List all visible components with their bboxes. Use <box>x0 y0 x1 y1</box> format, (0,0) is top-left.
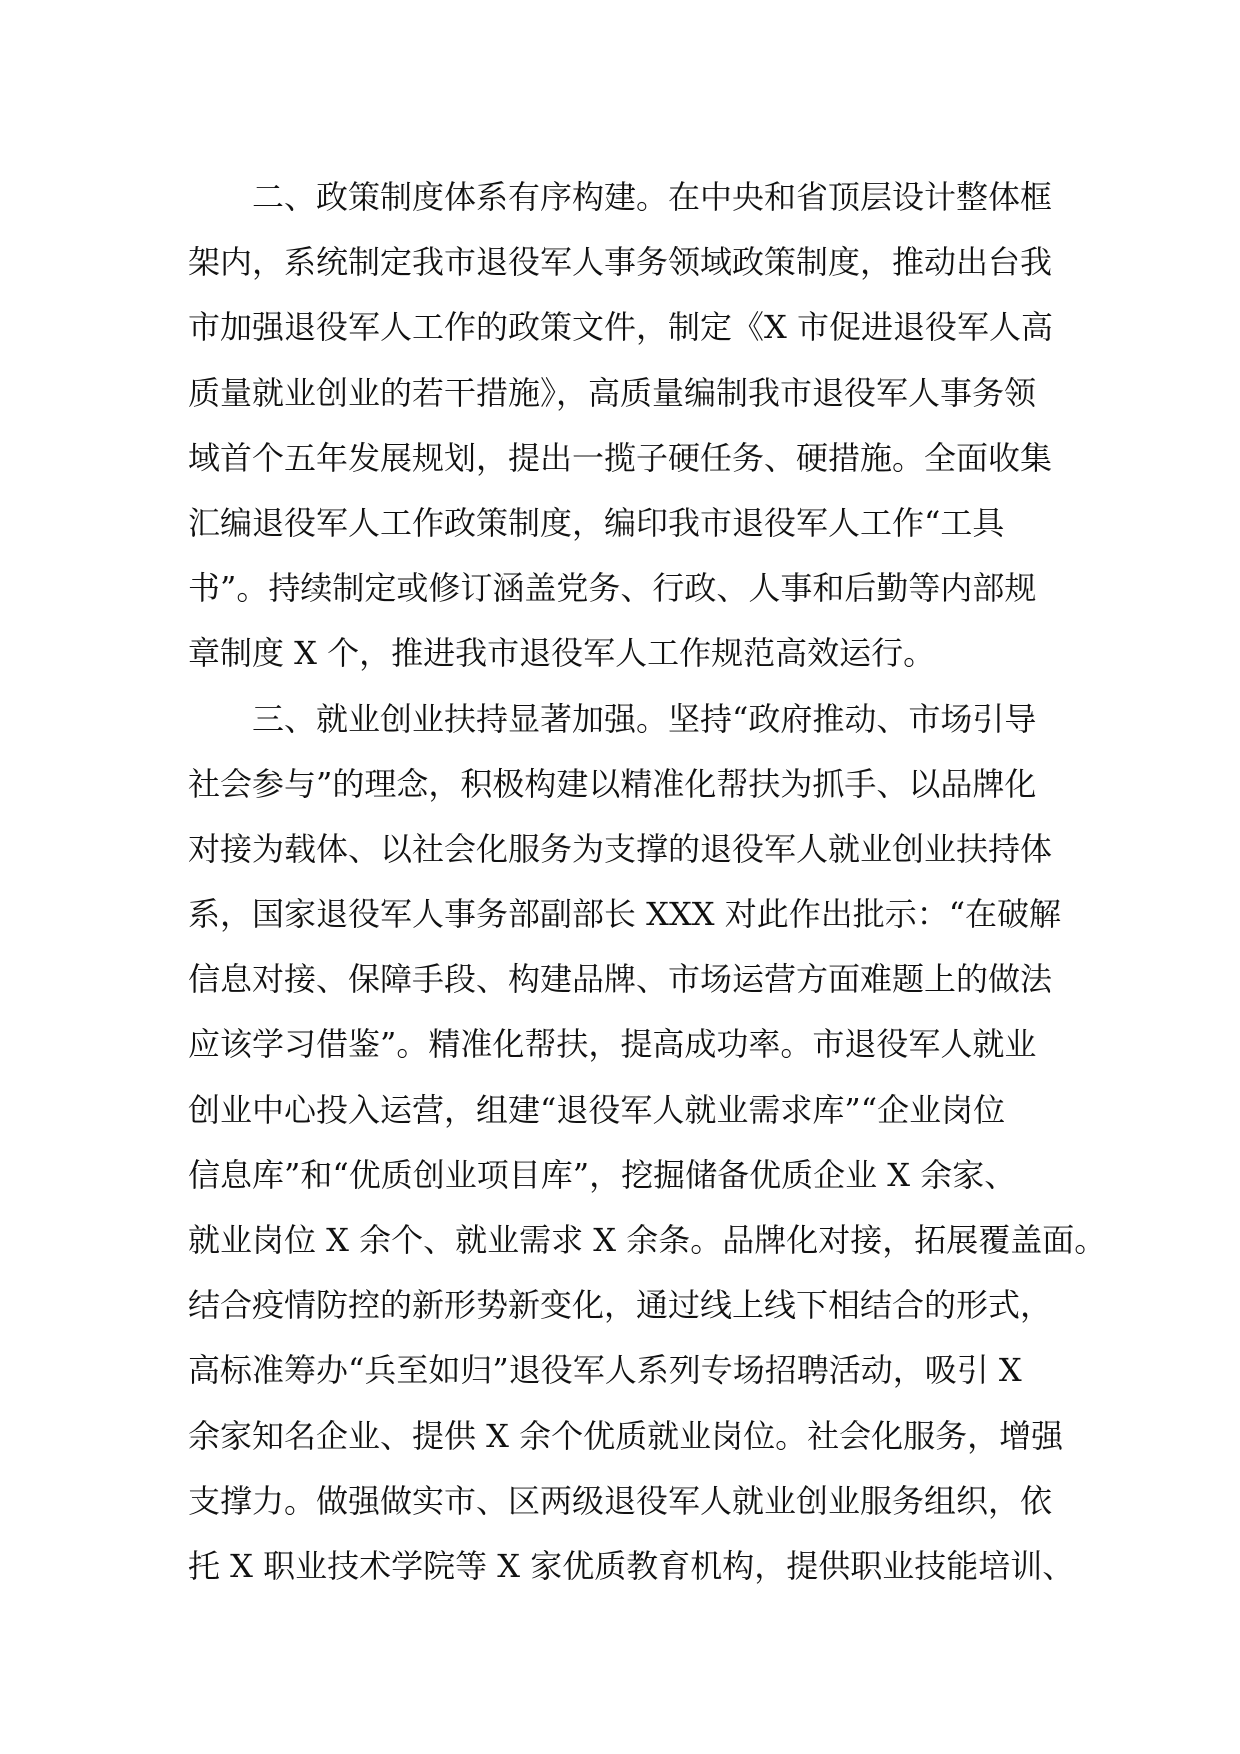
text-line: 高标准筹办“兵至如归”退役军人系列专场招聘活动，吸引 X <box>188 1351 1022 1390</box>
text-line: 创业中心投入运营，组建“退役军人就业需求库”“企业岗位 <box>188 1090 1006 1129</box>
text-line: 市加强退役军人工作的政策文件，制定《X 市促进退役军人高 <box>188 308 1053 347</box>
text-line: 托 X 职业技术学院等 X 家优质教育机构，提供职业技能培训、 <box>188 1546 1075 1585</box>
text-line: 系，国家退役军人事务部副部长 XXX 对此作出批示：“在破解 <box>188 895 1062 934</box>
text-line: 汇编退役军人工作政策制度，编印我市退役军人工作“工具 <box>188 503 1005 542</box>
text-line: 结合疫情防控的新形势新变化，通过线上线下相结合的形式， <box>188 1286 1053 1325</box>
text-line: 架内，系统制定我市退役军人事务领域政策制度，推动出台我 <box>188 243 1053 282</box>
text-line: 域首个五年发展规划，提出一揽子硬任务、硬措施。全面收集 <box>188 438 1053 477</box>
text-line: 质量就业创业的若干措施》，高质量编制我市退役军人事务领 <box>188 373 1037 412</box>
text-line: 章制度 X 个，推进我市退役军人工作规范高效运行。 <box>188 634 936 673</box>
text-line: 书”。持续制定或修订涵盖党务、行政、人事和后勤等内部规 <box>188 569 1037 608</box>
text-line: 应该学习借鉴”。精准化帮扶，提高成功率。市退役军人就业 <box>188 1025 1037 1064</box>
paragraph-first-line: 三、就业创业扶持显著加强。坚持“政府推动、市场引导 <box>252 699 1037 738</box>
text-line: 信息对接、保障手段、构建品牌、市场运营方面难题上的做法 <box>188 960 1053 999</box>
paragraph-first-line: 二、政策制度体系有序构建。在中央和省顶层设计整体框 <box>252 178 1053 216</box>
text-line: 信息库”和“优质创业项目库”，挖掘储备优质企业 X 余家、 <box>188 1155 1017 1194</box>
text-line: 对接为载体、以社会化服务为支撑的退役军人就业创业扶持体 <box>188 829 1053 868</box>
text-line: 余家知名企业、提供 X 余个优质就业岗位。社会化服务，增强 <box>188 1416 1064 1455</box>
document-body <box>188 165 1107 1599</box>
text-line: 就业岗位 X 余个、就业需求 X 余条。品牌化对接，拓展覆盖面。 <box>188 1221 1107 1259</box>
text-line: 支撑力。做强做实市、区两级退役军人就业创业服务组织，依 <box>188 1481 1053 1520</box>
text-line: 社会参与”的理念，积极构建以精准化帮扶为抓手、以品牌化 <box>188 764 1037 803</box>
